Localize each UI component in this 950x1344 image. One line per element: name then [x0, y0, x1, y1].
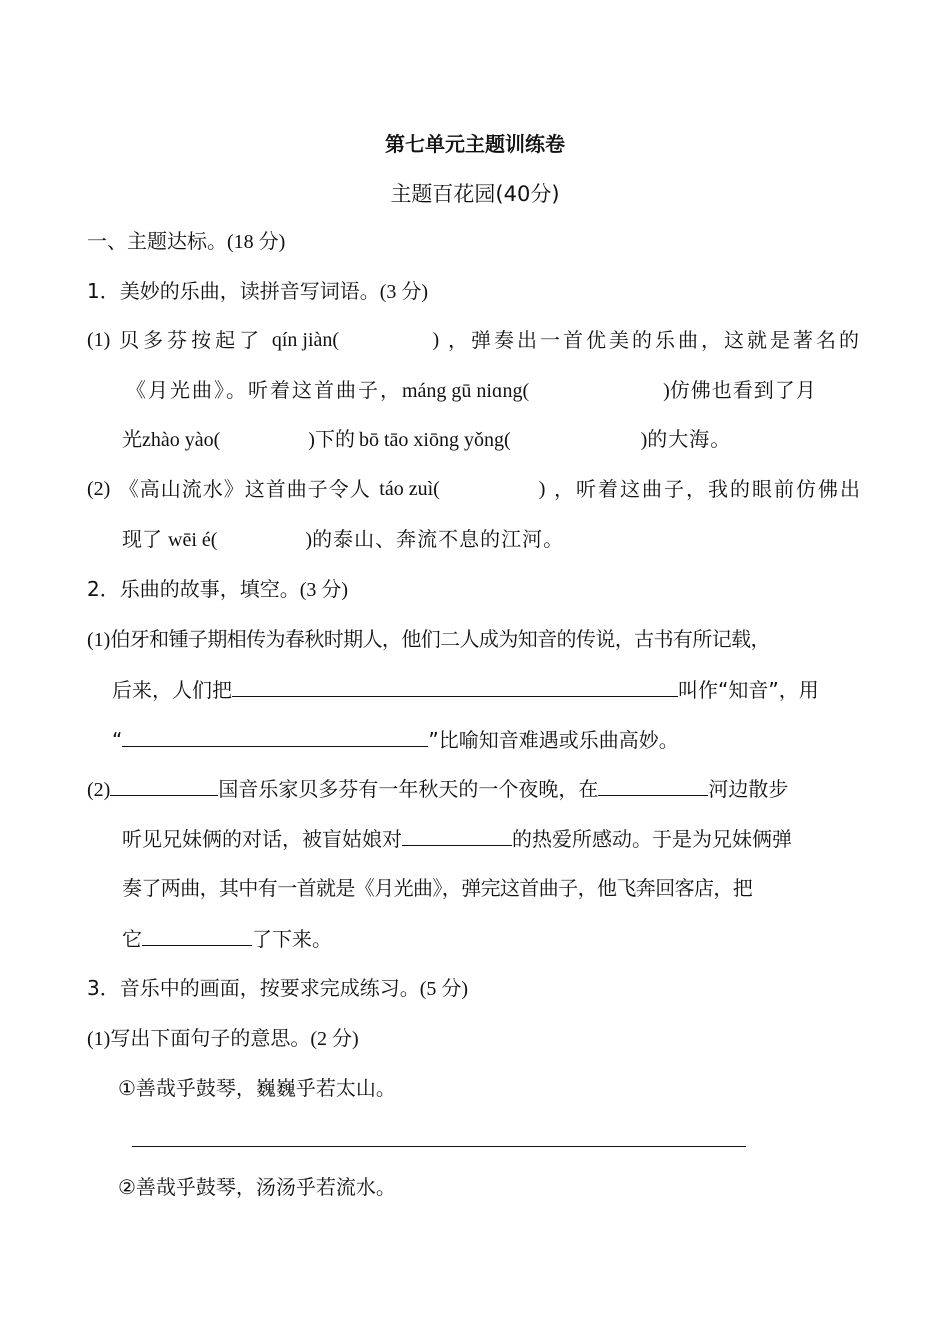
question-label: 美妙的乐曲，读拼音写词语。 — [119, 279, 380, 303]
text: 河边散步 — [708, 777, 789, 801]
q1-p2-line2 — [122, 525, 564, 554]
page-subtitle: 主题百花园(40分) — [390, 182, 560, 206]
text: “ — [112, 728, 123, 752]
pinyin-prompt: qín jiàn( — [271, 329, 340, 351]
paren-close: ) — [640, 429, 648, 451]
text: 光 — [122, 427, 142, 451]
fill-blank[interactable] — [232, 675, 678, 697]
paren-close: ) — [432, 329, 440, 351]
q3-sentence-2 — [118, 1173, 396, 1202]
item-score: (2 分) — [310, 1028, 359, 1050]
fill-blank[interactable] — [402, 824, 512, 846]
text: 了下来。 — [252, 927, 332, 951]
question-1-heading — [87, 277, 428, 306]
fill-blank[interactable] — [110, 774, 218, 796]
paren-close: ) — [305, 529, 313, 551]
q2-p2-line1 — [87, 774, 788, 804]
text: 奏了两曲，其中有一首就是《月光曲》，弹完这首曲子，他飞奔回客店，把 — [122, 876, 753, 900]
item-index: (1) — [87, 629, 111, 651]
fill-blank[interactable] — [142, 924, 252, 946]
text: 伯牙和锺子期相传为春秋时期人，他们二人成为知音的传说，古书有所记载， — [110, 627, 770, 651]
q2-p2-line4 — [122, 924, 332, 954]
question-score: (3 分) — [379, 281, 429, 303]
text: ，听着这曲子，我的眼前仿佛出 — [553, 477, 862, 501]
pinyin-prompt: táo zuì( — [379, 478, 440, 500]
text: 它 — [122, 927, 142, 951]
q2-p1-line2 — [112, 675, 819, 705]
section-label: 一、主题达标。 — [87, 229, 227, 253]
question-number: 1． — [87, 279, 120, 303]
page-title: 第七单元主题训练卷 — [385, 132, 565, 156]
pinyin-prompt: bō tāo xiōng yǒng( — [358, 429, 511, 451]
q3-sentence-1 — [118, 1074, 396, 1103]
text: ①善哉乎鼓琴，巍巍乎若太山。 — [118, 1076, 396, 1100]
text: 国音乐家贝多芬有一年秋天的一个夜晚，在 — [218, 777, 599, 801]
answer-gap[interactable] — [348, 326, 424, 354]
question-label: 乐曲的故事，填空。 — [119, 577, 300, 601]
text: 的热爱所感动。于是为兄妹俩弹 — [512, 827, 792, 851]
question-number: 2． — [87, 577, 120, 601]
text: 贝多芬按起了 — [119, 328, 264, 352]
q1-p1-line3 — [122, 425, 731, 454]
item-index: (2) — [87, 478, 111, 500]
text: 的大海。 — [647, 427, 732, 451]
paren-close: ) — [663, 380, 670, 402]
text: ②善哉乎鼓琴，汤汤乎若流水。 — [118, 1175, 396, 1199]
text: 听见兄妹俩的对话，被盲姑娘对 — [122, 827, 402, 851]
fill-blank[interactable] — [122, 725, 428, 747]
section-heading — [87, 227, 285, 256]
question-label: 音乐中的画面，按要求完成练习。 — [119, 976, 420, 1000]
text: 仿佛也看到了月 — [669, 378, 817, 402]
pinyin-prompt: zhào yào( — [142, 429, 221, 451]
section-score: (18 分) — [227, 231, 286, 253]
question-2-heading — [87, 575, 348, 604]
q2-p2-line3 — [122, 874, 752, 903]
answer-line[interactable] — [132, 1146, 746, 1147]
text: 叫作“知音”，用 — [678, 678, 819, 702]
question-score: (3 分) — [299, 579, 349, 601]
text: 《月光曲》。听着这首曲子， — [126, 378, 402, 402]
text: 后来，人们把 — [112, 678, 232, 702]
text: 下的 — [314, 427, 355, 451]
text: ”比喻知音难遇或乐曲高妙。 — [428, 728, 679, 752]
q1-p1-line1 — [87, 326, 862, 354]
question-number: 3． — [87, 976, 120, 1000]
q1-p1-line2 — [126, 376, 817, 405]
text: ，弹奏出一首优美的乐曲，这就是著名的 — [447, 328, 862, 352]
text: 现了 — [122, 527, 162, 551]
text: 的泰山、奔流不息的江河。 — [312, 527, 565, 551]
text: 写出下面句子的意思。 — [110, 1026, 311, 1050]
q2-p1-line3 — [112, 725, 679, 755]
paren-close: ) — [538, 478, 546, 500]
question-score: (5 分) — [419, 978, 469, 1000]
pinyin-prompt: wēi é( — [168, 529, 218, 551]
q3-p1-heading — [87, 1024, 359, 1053]
q2-p2-line2 — [122, 824, 792, 854]
answer-gap[interactable] — [448, 475, 530, 503]
question-3-heading — [87, 974, 468, 1003]
paren-close: ) — [308, 429, 315, 451]
item-index: (1) — [87, 1028, 111, 1050]
item-index: (2) — [87, 779, 111, 801]
q2-p1-line1 — [87, 625, 770, 654]
item-index: (1) — [87, 329, 111, 351]
text: 《高山流水》这首曲子令人 — [118, 477, 371, 501]
q1-p2-line1 — [87, 475, 862, 503]
fill-blank[interactable] — [598, 774, 708, 796]
pinyin-prompt: máng gū niɑng( — [402, 380, 530, 402]
